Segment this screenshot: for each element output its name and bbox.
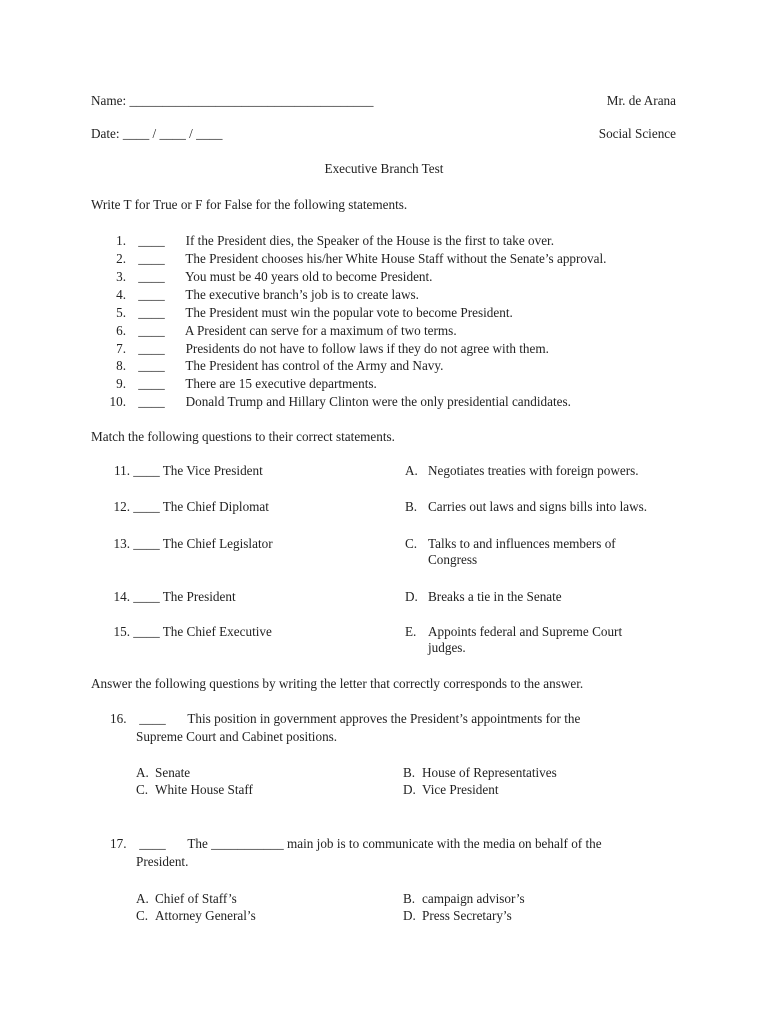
option-letter: C.	[136, 908, 149, 923]
answer-blank[interactable]: ____	[133, 536, 160, 551]
list-item	[98, 305, 513, 322]
inline-blank[interactable]: ___________	[211, 836, 284, 851]
answer-text: Appoints federal and Supreme Court	[428, 624, 623, 639]
option-text: White House Staff	[155, 782, 253, 797]
answer-text: Negotiates treaties with foreign powers.	[428, 463, 639, 478]
question-text-post: main job is to communicate with the media on behalf of the	[287, 836, 602, 851]
answer-letter: A.	[405, 463, 418, 478]
item-number: 3.	[116, 269, 126, 284]
option-text: Press Secretary’s	[422, 908, 512, 923]
match-answer	[405, 536, 616, 553]
option-letter: D.	[403, 908, 416, 923]
option-text: Vice President	[422, 782, 499, 797]
item-number: 4.	[116, 287, 126, 302]
list-item	[98, 323, 457, 340]
list-item	[98, 394, 571, 411]
name-blank[interactable]: _____________________________________	[129, 93, 374, 108]
answer-blank[interactable]: ____	[133, 589, 160, 604]
option-c[interactable]	[136, 782, 253, 799]
option-d[interactable]	[403, 908, 512, 925]
item-number: 1.	[116, 233, 126, 248]
item-number: 12.	[113, 499, 130, 514]
item-text: The President	[162, 589, 236, 604]
section3-instructions: Answer the following questions by writing the letter that correctly corresponds to the answer.	[91, 676, 584, 691]
item-text: The executive branch’s job is to create laws.	[185, 287, 419, 302]
answer-letter: D.	[405, 589, 418, 604]
answer-blank[interactable]: ____	[138, 269, 165, 284]
match-answer	[405, 624, 622, 641]
answer-text: Carries out laws and signs bills into laws.	[428, 499, 648, 514]
item-number: 11.	[114, 463, 130, 478]
option-d[interactable]	[403, 782, 498, 799]
answer-blank[interactable]: ____	[138, 323, 165, 338]
item-number: 9.	[116, 376, 126, 391]
question-16	[110, 711, 580, 728]
answer-letter: E.	[405, 624, 417, 639]
match-question	[106, 463, 263, 480]
item-text: The President must win the popular vote to become President.	[185, 305, 513, 320]
option-letter: D.	[403, 782, 416, 797]
section2-instructions: Match the following questions to their correct statements.	[91, 429, 395, 444]
match-answer	[405, 499, 647, 516]
question-text-pre: The	[187, 836, 208, 851]
list-item	[98, 251, 606, 268]
option-text: Senate	[155, 765, 191, 780]
teacher-name: Mr. de Arana	[606, 93, 676, 108]
item-text: The Vice President	[162, 463, 263, 478]
item-text: Donald Trump and Hillary Clinton were the only presidential candidates.	[185, 394, 571, 409]
item-number: 5.	[116, 305, 126, 320]
match-answer	[405, 463, 639, 480]
answer-blank[interactable]: ____	[133, 463, 160, 478]
item-number: 2.	[116, 251, 126, 266]
item-number: 6.	[116, 323, 126, 338]
page-title: Executive Branch Test	[324, 161, 444, 176]
option-a[interactable]	[136, 765, 190, 782]
item-number: 15.	[113, 624, 130, 639]
name-label: Name:	[91, 93, 127, 108]
answer-letter: C.	[405, 536, 418, 551]
option-letter: B.	[403, 765, 416, 780]
match-answer	[405, 589, 562, 606]
answer-blank[interactable]: ____	[138, 233, 165, 248]
answer-blank[interactable]: ____	[138, 287, 165, 302]
answer-blank[interactable]: ____	[139, 836, 166, 851]
option-letter: C.	[136, 782, 149, 797]
answer-blank[interactable]: ____	[138, 305, 165, 320]
answer-text-continued: judges.	[428, 640, 466, 655]
option-b[interactable]	[403, 891, 525, 908]
item-number: 8.	[116, 358, 126, 373]
question-17	[110, 836, 602, 853]
option-text: Chief of Staff’s	[155, 891, 237, 906]
answer-blank[interactable]: ____	[133, 499, 160, 514]
list-item	[98, 358, 443, 375]
item-number: 17.	[110, 836, 127, 851]
option-letter: A.	[136, 891, 149, 906]
answer-blank[interactable]: ____	[138, 251, 165, 266]
answer-blank[interactable]: ____	[138, 358, 165, 373]
option-a[interactable]	[136, 891, 237, 908]
item-text: You must be 40 years old to become President.	[185, 269, 433, 284]
item-text: The Chief Legislator	[162, 536, 273, 551]
match-question	[106, 536, 273, 553]
subject-name: Social Science	[598, 126, 676, 141]
answer-letter: B.	[405, 499, 418, 514]
answer-blank[interactable]: ____	[133, 624, 160, 639]
option-text: House of Representatives	[422, 765, 557, 780]
item-number: 13.	[113, 536, 130, 551]
item-text: The President has control of the Army and Navy.	[185, 358, 444, 373]
option-letter: B.	[403, 891, 416, 906]
item-text: The President chooses his/her White House Staff without the Senate’s approval.	[185, 251, 607, 266]
item-text: The Chief Executive	[162, 624, 272, 639]
answer-blank[interactable]: ____	[138, 376, 165, 391]
item-text: The Chief Diplomat	[162, 499, 269, 514]
option-letter: A.	[136, 765, 149, 780]
name-line	[91, 93, 373, 110]
item-number: 10.	[109, 394, 126, 409]
item-text: There are 15 executive departments.	[185, 376, 377, 391]
question-text-continued: President.	[136, 854, 189, 869]
list-item	[98, 341, 549, 358]
item-text: If the President dies, the Speaker of the House is the first to take over.	[185, 233, 555, 248]
option-c[interactable]	[136, 908, 256, 925]
option-text: Attorney General’s	[155, 908, 256, 923]
date-line	[91, 126, 223, 143]
item-number: 16.	[110, 711, 127, 726]
match-question	[106, 589, 236, 606]
match-question	[106, 499, 269, 516]
answer-blank[interactable]: ____	[138, 341, 165, 356]
answer-text: Talks to and influences members of	[428, 536, 616, 551]
answer-blank[interactable]: ____	[139, 711, 166, 726]
list-item	[98, 376, 377, 393]
question-text-continued: Supreme Court and Cabinet positions.	[136, 729, 338, 744]
answer-blank[interactable]: ____	[138, 394, 165, 409]
date-label: Date:	[91, 126, 120, 141]
list-item	[98, 269, 432, 286]
item-text: Presidents do not have to follow laws if they do not agree with them.	[185, 341, 549, 356]
section1-instructions: Write T for True or F for False for the following statements.	[91, 197, 408, 212]
question-text: This position in government approves the President’s appointments for the	[187, 711, 581, 726]
list-item	[98, 287, 419, 304]
match-question	[106, 624, 272, 641]
date-blanks[interactable]: ____ / ____ / ____	[122, 126, 223, 141]
item-text: A President can serve for a maximum of two terms.	[184, 323, 457, 338]
option-text: campaign advisor’s	[422, 891, 525, 906]
answer-text-continued: Congress	[428, 552, 478, 567]
item-number: 7.	[116, 341, 126, 356]
item-number: 14.	[113, 589, 130, 604]
answer-text: Breaks a tie in the Senate	[428, 589, 562, 604]
list-item	[98, 233, 554, 250]
option-b[interactable]	[403, 765, 557, 782]
